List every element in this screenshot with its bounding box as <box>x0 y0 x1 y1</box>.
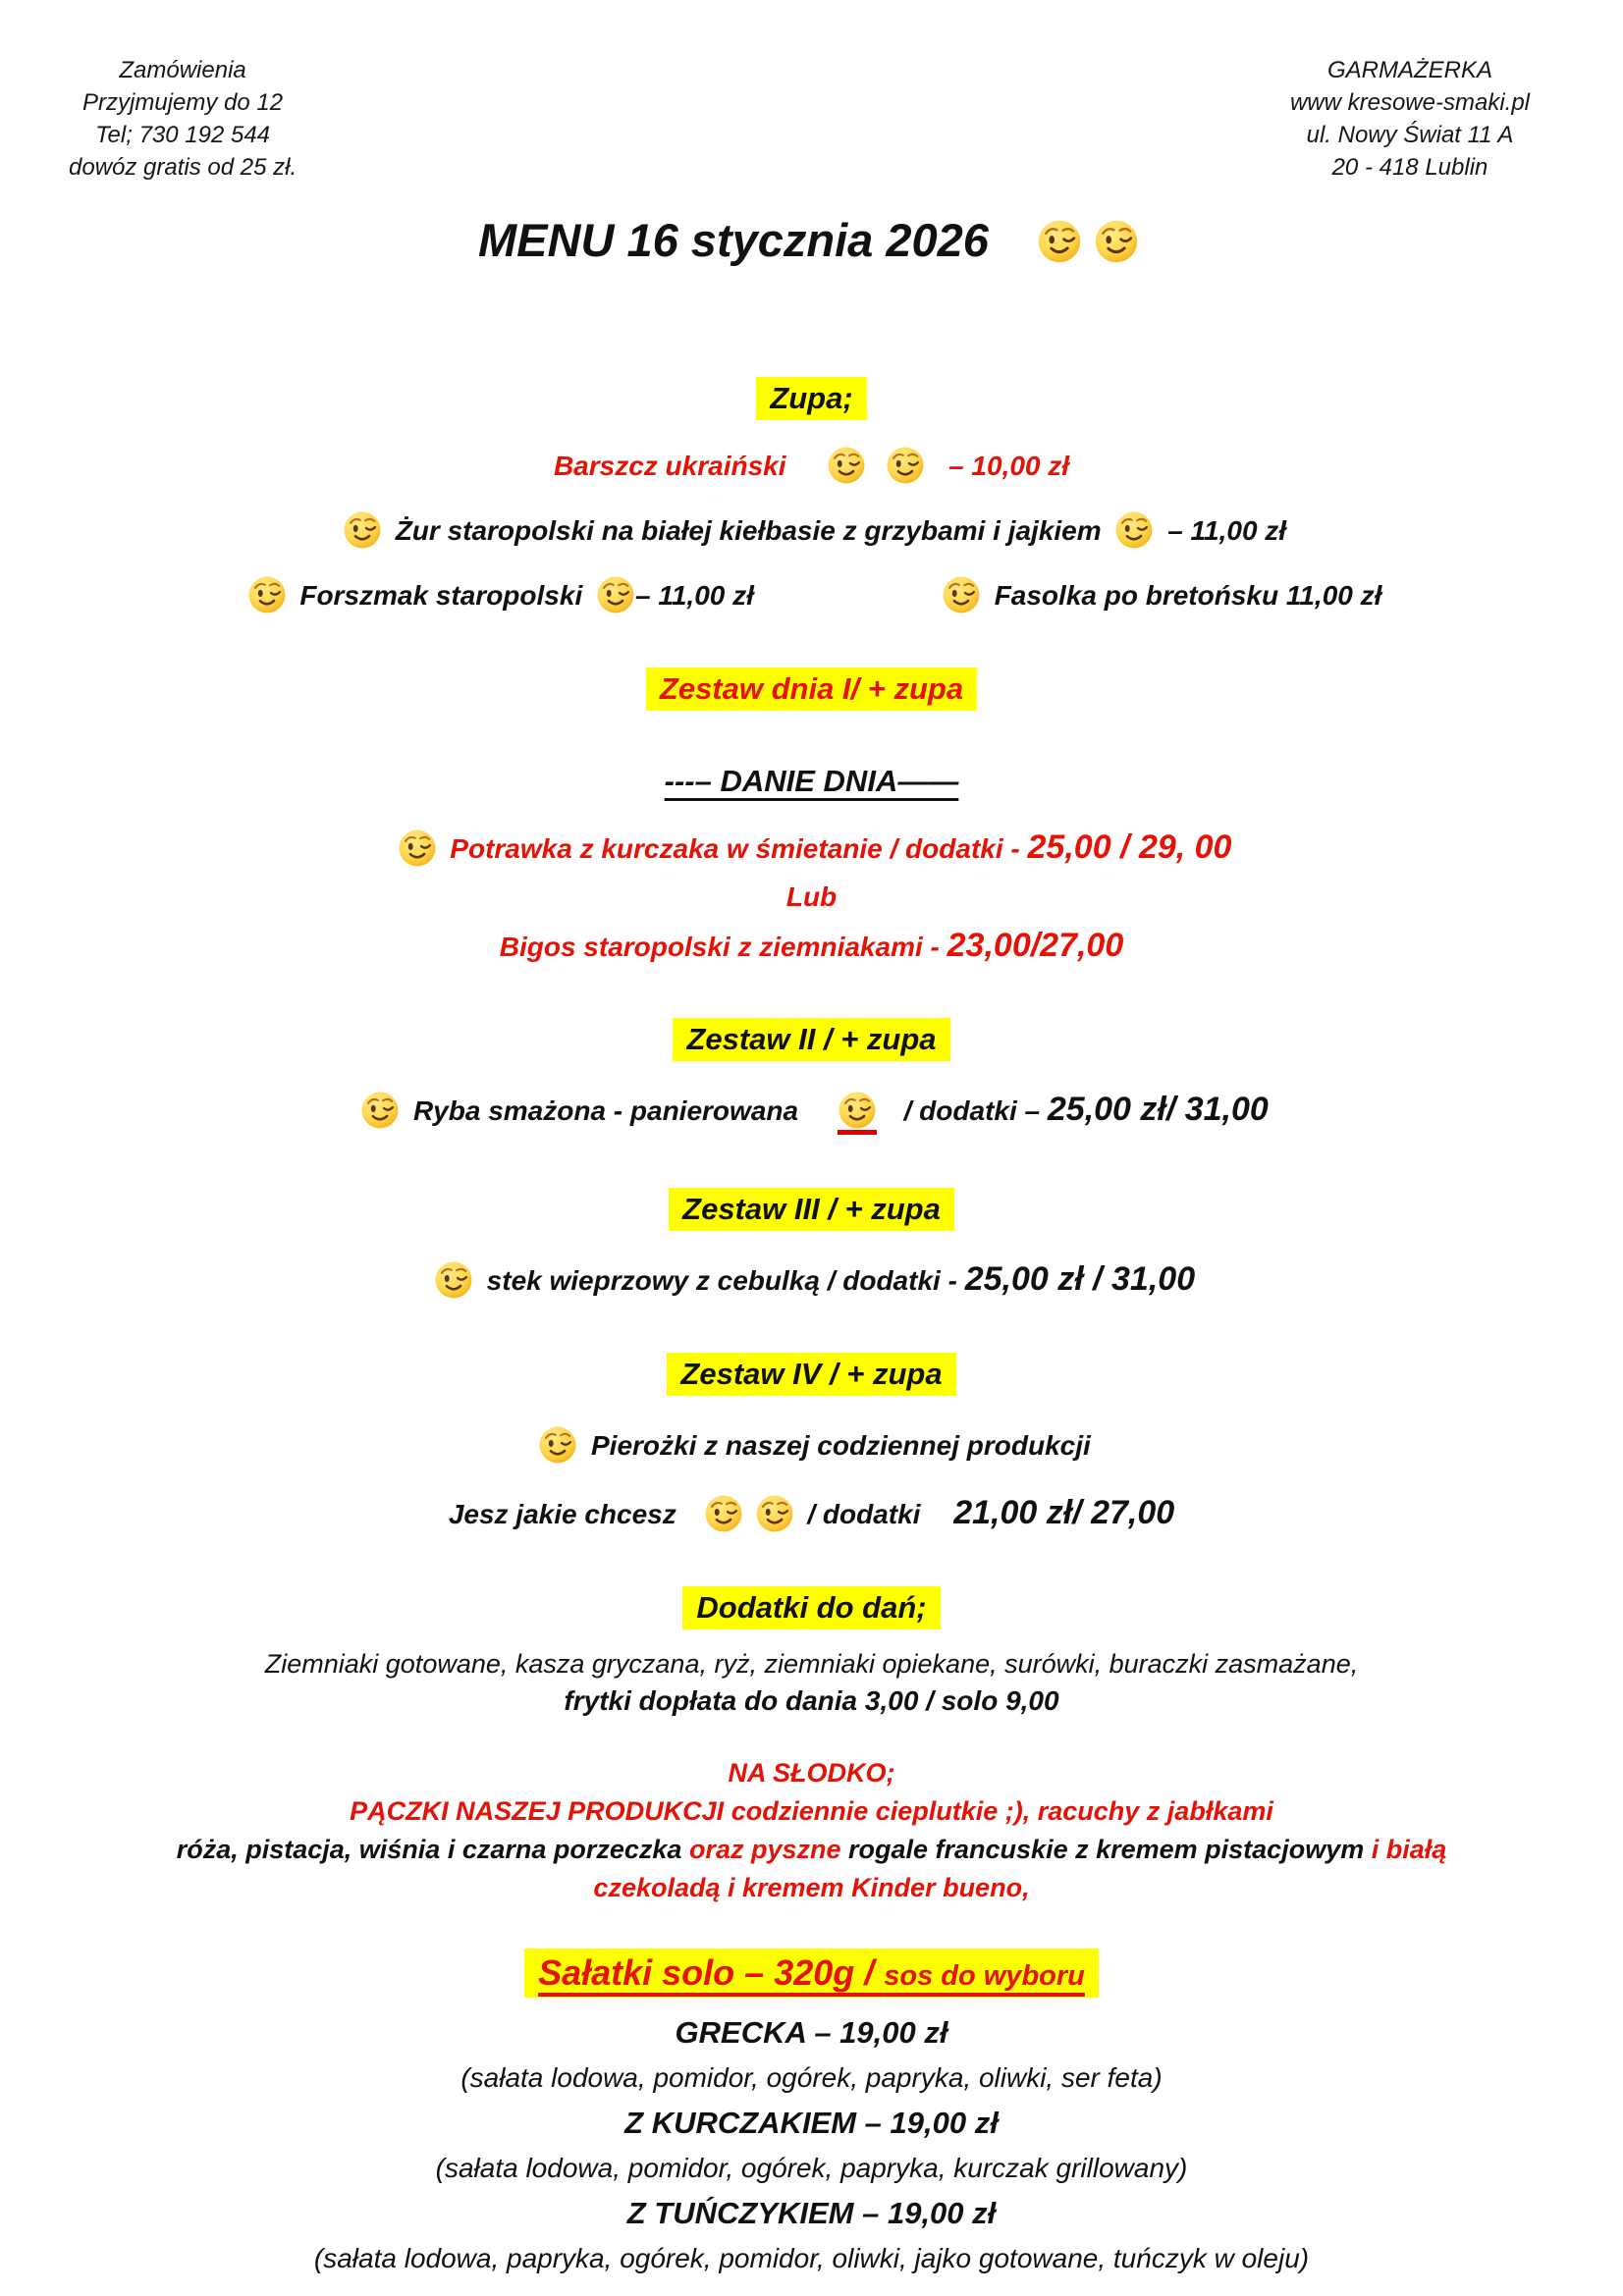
winking-face-icon <box>434 1260 473 1300</box>
winking-face-icon <box>704 1494 743 1533</box>
business-city: 20 - 418 Lublin <box>1331 154 1488 182</box>
winking-face-icon <box>1037 219 1082 264</box>
dish-name: Pierożki z naszej codziennej produkcji <box>590 1430 1091 1462</box>
zestaw2-heading: Zestaw II / + zupa <box>673 1018 949 1061</box>
soups-heading-line <box>0 377 1623 420</box>
rogale-text-black: rogale francuskie z kremem pistacjowym <box>848 1835 1372 1865</box>
salads-heading-line <box>0 1949 1623 1998</box>
winking-face-icon <box>360 1091 400 1130</box>
salad-name: GRECKA – 19,00 zł <box>675 2015 948 2051</box>
salad-name: Z TUŃCZYKIEM – 19,00 zł <box>626 2196 997 2231</box>
dish-name: Ryba smażona - panierowana <box>412 1095 799 1127</box>
zestaw3-heading: Zestaw III / + zupa <box>669 1188 954 1231</box>
zestaw3-heading-line <box>0 1188 1623 1231</box>
business-block <box>1290 54 1530 184</box>
contact-delivery: dowóz gratis od 25 zł. <box>69 154 298 182</box>
dish-price: – 11,00 zł <box>1167 515 1287 547</box>
menu-line-pierozki <box>0 1425 1623 1465</box>
menu-line-jesz-jakie-chcesz <box>0 1494 1623 1533</box>
dish-suffix: / dodatki <box>807 1499 921 1530</box>
dish-name: Jesz jakie chcesz <box>448 1499 676 1530</box>
contact-line: Zamówienia <box>119 57 246 83</box>
winking-face-icon <box>886 446 925 485</box>
menu-line-ryba <box>0 1091 1623 1135</box>
rogale-text-red: i białą <box>1371 1835 1447 1865</box>
dish-name: Potrawka z kurczaka w śmietanie / dodatki - <box>450 833 1028 865</box>
winking-face-icon <box>596 575 635 614</box>
winking-face-icon <box>827 446 866 485</box>
business-website: www kresowe-smaki.pl <box>1289 89 1530 117</box>
menu-line-potrawka <box>0 828 1623 868</box>
rogale-text-black: róża, pistacja, wiśnia i czarna porzeczka <box>176 1835 689 1865</box>
dish-name: Fasolka po bretońsku 11,00 zł <box>994 580 1382 612</box>
danie-dnia-heading: ---– DANIE DNIA—— <box>664 764 959 799</box>
winking-face-icon <box>247 575 287 614</box>
dish-name: Bigos staropolski z ziemniakami - <box>499 932 947 963</box>
dish-price: 23,00/27,00 <box>947 927 1124 965</box>
rogale-line <box>0 1835 1623 1865</box>
contact-phone: Tel; 730 192 544 <box>95 122 271 149</box>
na-slodko-heading: NA SŁODKO; <box>728 1758 895 1789</box>
salads-heading <box>524 1949 1099 1998</box>
salad-name: Z KURCZAKIEM – 19,00 zł <box>624 2106 999 2141</box>
dish-price: 25,00 zł/ 31,00 <box>1047 1091 1269 1129</box>
lub-line: Lub <box>785 881 838 913</box>
dish-price: – 11,00 zł <box>635 580 754 612</box>
menu-line-stek <box>0 1260 1623 1300</box>
winking-face-icon <box>1094 219 1139 264</box>
dish-name: Barszcz ukraiński <box>553 451 786 482</box>
zestaw4-heading-line <box>0 1353 1623 1396</box>
dish-price: 25,00 / 29, 00 <box>1027 828 1232 867</box>
winking-face-icon <box>838 1091 877 1130</box>
zestaw1-heading-line <box>0 667 1623 711</box>
business-street: ul. Nowy Świat 11 A <box>1306 122 1514 149</box>
dish-price: 25,00 zł / 31,00 <box>964 1260 1196 1299</box>
salad-desc: (sałata lodowa, papryka, ogórek, pomidor, oliwki, jajko gotowane, tuńczyk w oleju) <box>313 2243 1310 2274</box>
business-name: GARMAŻERKA <box>1326 57 1492 83</box>
dish-name: stek wieprzowy z cebulką / dodatki - <box>486 1265 965 1297</box>
winking-face-icon <box>538 1425 577 1465</box>
zestaw4-heading: Zestaw IV / + zupa <box>667 1353 955 1396</box>
contact-line: Przyjmujemy do 12 <box>82 89 284 117</box>
menu-title-line <box>0 213 1623 267</box>
menu-line-fasolka <box>936 575 1382 614</box>
soups-heading: Zupa; <box>756 377 866 420</box>
page-header <box>0 54 1623 184</box>
paczki-line: PĄCZKI NASZEJ PRODUKCJI codziennie cieplutkie ;), racuchy z jabłkami <box>350 1796 1273 1827</box>
page-title: MENU 16 stycznia 2026 <box>478 214 989 267</box>
zestaw2-heading-line <box>0 1018 1623 1061</box>
dodatki-heading: Dodatki do dań; <box>682 1586 940 1629</box>
contact-block <box>69 54 297 184</box>
winking-face-icon <box>1114 510 1154 550</box>
dish-name: Forszmak staropolski <box>299 580 583 612</box>
dish-name: Żur staropolski na białej kiełbasie z grzybami i jajkiem <box>395 515 1102 547</box>
dish-suffix: / dodatki – <box>903 1095 1048 1127</box>
salad-desc: (sałata lodowa, pomidor, ogórek, papryka, oliwki, ser feta) <box>460 2062 1163 2094</box>
salad-desc: (sałata lodowa, pomidor, ogórek, papryka, kurczak grillowany) <box>435 2153 1188 2184</box>
dish-price: – 10,00 zł <box>948 451 1070 482</box>
winking-face-icon <box>343 510 382 550</box>
dodatki-heading-line <box>0 1586 1623 1629</box>
winking-face-icon <box>942 575 981 614</box>
salads-section <box>0 1949 1623 2274</box>
dodatki-list-line: Ziemniaki gotowane, kasza gryczana, ryż, ziemniaki opiekane, surówki, buraczki zasmażane, <box>264 1649 1359 1680</box>
zestaw1-heading: Zestaw dnia I/ + zupa <box>646 667 977 711</box>
spellcheck-underline <box>838 1091 877 1135</box>
salads-heading-main: Sałatki solo – 320g / <box>538 1952 885 1994</box>
menu-line-bigos <box>0 927 1623 965</box>
salads-heading-sub: sos do wyboru <box>884 1960 1085 1993</box>
menu-line-forszmak <box>242 575 754 614</box>
dodatki-frytki-line: frytki dopłata do dania 3,00 / solo 9,00 <box>564 1685 1059 1717</box>
menu-line-forszmak-fasolka <box>0 575 1623 614</box>
czekolada-line: czekoladą i kremem Kinder bueno, <box>593 1873 1030 1903</box>
winking-face-icon <box>755 1494 794 1533</box>
menu-line-zur <box>0 510 1623 550</box>
rogale-text-red: oraz pyszne <box>688 1835 848 1865</box>
dish-price: 21,00 zł/ 27,00 <box>953 1494 1175 1532</box>
menu-line-barszcz <box>0 446 1623 485</box>
winking-face-icon <box>398 828 437 868</box>
danie-dnia-line <box>0 764 1623 799</box>
